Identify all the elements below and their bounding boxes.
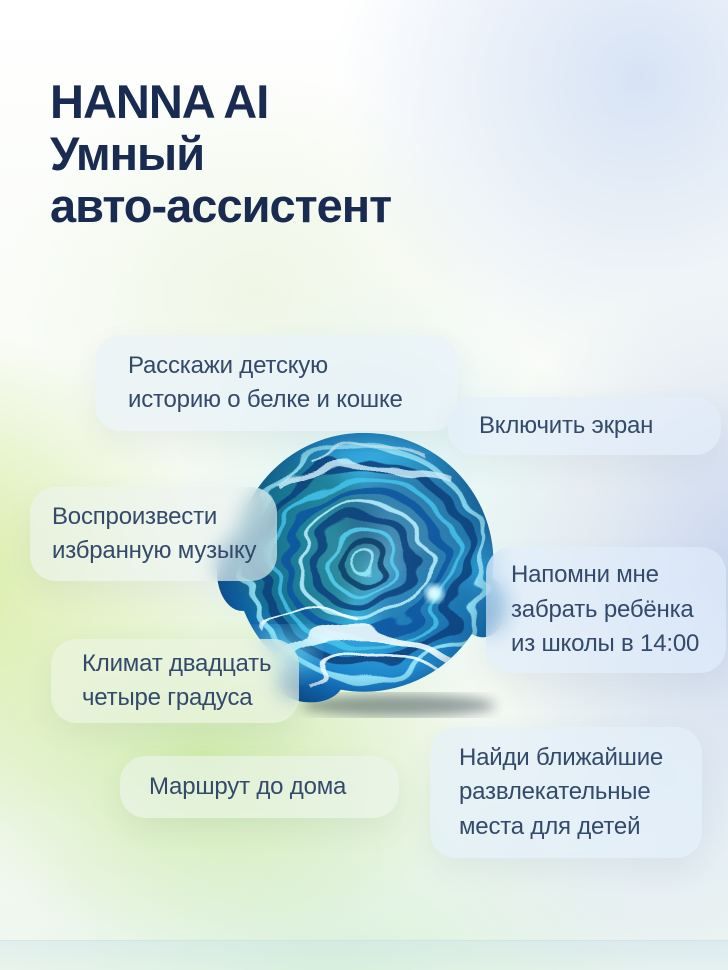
voice-command-bubble-tell-story — [95, 335, 458, 431]
voice-command-bubble-climate — [51, 639, 299, 723]
voice-command-bubble-remind-pickup — [486, 547, 726, 673]
bubble-text-line: развлекательные — [459, 778, 651, 806]
bubble-text-line: Включить экран — [479, 411, 654, 439]
brand-title: HANNA AI — [50, 75, 269, 128]
bubble-text-line: историю о белке и кошке — [128, 386, 403, 413]
voice-command-bubble-play-music — [30, 487, 277, 581]
voice-command-bubble-turn-on-screen — [448, 397, 721, 455]
bubble-text-line: Маршрут до дома — [149, 772, 347, 800]
bubble-text-line: Напомни мне — [511, 561, 659, 589]
bubble-text-line: Воспроизвести — [52, 502, 218, 530]
bubble-text-line: Расскажи детскую — [128, 351, 328, 379]
voice-command-bubble-find-places — [430, 727, 702, 858]
bottom-gradient-band — [0, 940, 728, 970]
bubble-text-line: из школы в 14:00 — [511, 630, 700, 658]
bubble-text-line: Найди ближайшие — [459, 743, 664, 771]
bubble-text-line: Климат двадцать — [82, 649, 272, 677]
bubble-text-line: места для детей — [459, 812, 641, 840]
subtitle-line-1: Умный — [50, 127, 205, 180]
title-block — [50, 76, 391, 232]
voice-command-bubble-route-home — [120, 756, 399, 818]
bubble-text-line: четыре градуса — [82, 684, 253, 711]
subtitle-line-2: авто-ассистент — [50, 179, 392, 232]
bubble-text-line: забрать ребёнка — [511, 595, 694, 623]
bubble-text-line: избранную музыку — [52, 537, 257, 564]
